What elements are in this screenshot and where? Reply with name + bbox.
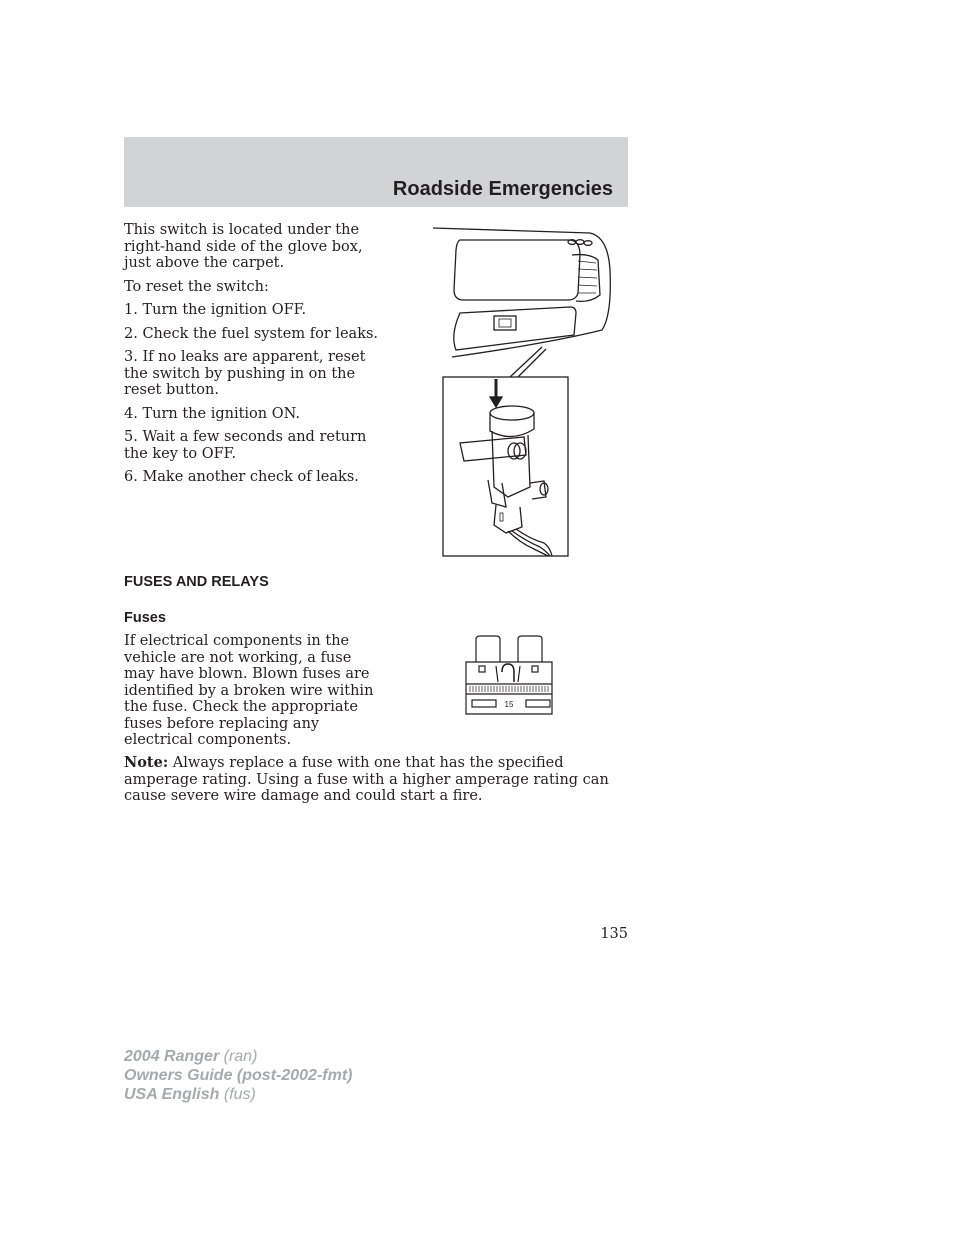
fuses-and-relays-heading: FUSES AND RELAYS [124, 574, 269, 590]
reset-intro-text: To reset the switch: [124, 278, 269, 295]
reset-step: 4. Turn the ignition ON. [124, 405, 300, 422]
fuse-illustration [462, 634, 558, 716]
note-text: Always replace a fuse with one that has the specified amperage rating. Using a fuse with a higher amperage rating can cause severe wire damage and could start a fire. [124, 755, 609, 804]
footer-line-3: USA English (fus) [124, 1086, 256, 1103]
fuses-subheading: Fuses [124, 610, 166, 626]
reset-step: 5. Wait a few seconds and return the key to OFF. [124, 429, 367, 462]
reset-step: 6. Make another check of leaks. [124, 469, 359, 485]
fuses-paragraph: If electrical components in the vehicle are not working, a fuse may have blown. Blown fuses are identified by a broken wire within the fuse. Check the appropriate fuses before replacing any electrical components. [124, 633, 374, 748]
reset-instructions [124, 222, 384, 493]
fuse-rating-label: 15 [504, 700, 514, 709]
footer-line-1: 2004 Ranger (ran) [124, 1048, 258, 1065]
switch-location-text: This switch is located under the right-hand side of the glove box, just above the carpet. [124, 222, 363, 271]
note-label: Note: [124, 754, 169, 771]
reset-step: 1. Turn the ignition OFF. [124, 302, 307, 318]
reset-step: 3. If no leaks are apparent, reset the switch by pushing in on the reset button. [124, 349, 366, 398]
reset-step: 2. Check the fuel system for leaks. [124, 325, 379, 342]
note-paragraph [124, 755, 629, 805]
section-title: Roadside Emergencies [392, 178, 613, 200]
document-footer [124, 1047, 352, 1104]
page-number: 135 [600, 926, 628, 942]
reset-steps-list [124, 302, 384, 486]
inertia-switch-illustration [430, 225, 615, 560]
footer-line-2: Owners Guide (post-2002-fmt) [124, 1067, 353, 1084]
section-header-band [124, 137, 628, 207]
